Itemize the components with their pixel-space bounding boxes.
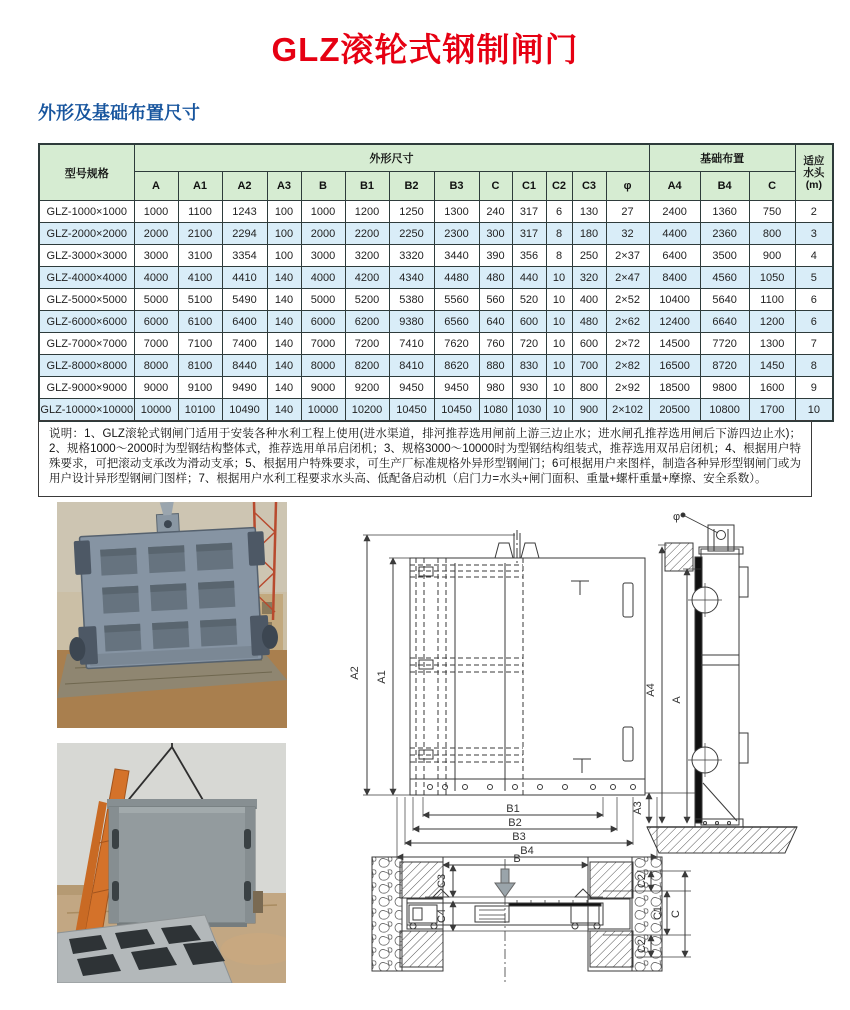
- table-row: [39, 289, 833, 311]
- value-cell: 317: [512, 201, 546, 223]
- value-cell: 317: [512, 223, 546, 245]
- model-cell: GLZ-7000×7000: [39, 333, 134, 355]
- value-cell: 8440: [222, 355, 267, 377]
- value-cell: 6: [546, 201, 572, 223]
- value-cell: 5380: [389, 289, 434, 311]
- column-header: C3: [572, 172, 606, 201]
- drawing-side-view: [645, 513, 797, 853]
- value-cell: 8400: [649, 267, 700, 289]
- dim-label-b4: B4: [520, 845, 534, 857]
- value-cell: 9000: [134, 377, 178, 399]
- value-cell: 3000: [301, 245, 345, 267]
- value-cell: 300: [479, 223, 512, 245]
- value-cell: 250: [572, 245, 606, 267]
- value-cell: 14500: [649, 333, 700, 355]
- model-cell: GLZ-4000×4000: [39, 267, 134, 289]
- column-header: A1: [178, 172, 222, 201]
- table-row: [39, 201, 833, 223]
- value-cell: 480: [572, 311, 606, 333]
- value-cell: 10000: [301, 399, 345, 422]
- value-cell: 800: [572, 377, 606, 399]
- value-cell: 20500: [649, 399, 700, 422]
- value-cell: 10000: [134, 399, 178, 422]
- value-cell: 9: [795, 377, 833, 399]
- value-cell: 1250: [389, 201, 434, 223]
- value-cell: 10: [546, 311, 572, 333]
- value-cell: 6560: [434, 311, 479, 333]
- value-cell: 8100: [178, 355, 222, 377]
- value-cell: 1200: [749, 311, 795, 333]
- value-cell: 5100: [178, 289, 222, 311]
- table-row: [39, 333, 833, 355]
- value-cell: 10200: [345, 399, 389, 422]
- value-cell: 7000: [134, 333, 178, 355]
- value-cell: 10450: [434, 399, 479, 422]
- value-cell: 8: [546, 223, 572, 245]
- dim-label-b2: B2: [508, 817, 522, 829]
- value-cell: 2100: [178, 223, 222, 245]
- value-cell: 1000: [301, 201, 345, 223]
- dim-label-c4: C4: [436, 908, 448, 924]
- value-cell: 600: [512, 311, 546, 333]
- value-cell: 8: [795, 355, 833, 377]
- value-cell: 5000: [301, 289, 345, 311]
- value-cell: 3200: [345, 245, 389, 267]
- value-cell: 390: [479, 245, 512, 267]
- value-cell: 2: [795, 201, 833, 223]
- head-line3: (m): [805, 178, 823, 191]
- model-cell: GLZ-3000×3000: [39, 245, 134, 267]
- value-cell: 6100: [178, 311, 222, 333]
- photo-gate-frame-lifting: [57, 502, 287, 728]
- value-cell: 7620: [434, 333, 479, 355]
- value-cell: 10450: [389, 399, 434, 422]
- model-cell: GLZ-8000×8000: [39, 355, 134, 377]
- dim-label-phi: φ: [673, 511, 681, 523]
- dim-label-b: B: [513, 853, 521, 865]
- value-cell: 140: [267, 267, 301, 289]
- value-cell: 2000: [301, 223, 345, 245]
- value-cell: 1450: [749, 355, 795, 377]
- value-cell: 1300: [434, 201, 479, 223]
- value-cell: 400: [572, 289, 606, 311]
- column-header: C1: [512, 172, 546, 201]
- value-cell: 1243: [222, 201, 267, 223]
- value-cell: 100: [267, 223, 301, 245]
- value-cell: 10490: [222, 399, 267, 422]
- value-cell: 900: [749, 245, 795, 267]
- value-cell: 12400: [649, 311, 700, 333]
- dim-label-b1: B1: [506, 803, 520, 815]
- value-cell: 3100: [178, 245, 222, 267]
- table-row: [39, 311, 833, 333]
- column-header: B: [301, 172, 345, 201]
- value-cell: 6200: [345, 311, 389, 333]
- value-cell: 9800: [700, 377, 749, 399]
- value-cell: 4410: [222, 267, 267, 289]
- value-cell: 6400: [649, 245, 700, 267]
- value-cell: 100: [267, 245, 301, 267]
- value-cell: 1360: [700, 201, 749, 223]
- value-cell: 480: [479, 267, 512, 289]
- value-cell: 6000: [134, 311, 178, 333]
- value-cell: 27: [606, 201, 649, 223]
- value-cell: 3000: [134, 245, 178, 267]
- value-cell: 9100: [178, 377, 222, 399]
- value-cell: 1600: [749, 377, 795, 399]
- value-cell: 10: [546, 399, 572, 422]
- value-cell: 560: [479, 289, 512, 311]
- value-cell: 8410: [389, 355, 434, 377]
- value-cell: 4400: [649, 223, 700, 245]
- value-cell: 7100: [178, 333, 222, 355]
- table-row: [39, 267, 833, 289]
- column-header: φ: [606, 172, 649, 201]
- value-cell: 9450: [389, 377, 434, 399]
- spec-table: [38, 143, 834, 422]
- value-cell: 4000: [134, 267, 178, 289]
- value-cell: 9000: [301, 377, 345, 399]
- value-cell: 5560: [434, 289, 479, 311]
- value-cell: 6: [795, 311, 833, 333]
- dim-label-c: C: [670, 910, 682, 918]
- value-cell: 5000: [134, 289, 178, 311]
- value-cell: 3320: [389, 245, 434, 267]
- value-cell: 5: [795, 267, 833, 289]
- column-group-foundation: 基础布置: [649, 144, 795, 172]
- value-cell: 2294: [222, 223, 267, 245]
- value-cell: 930: [512, 377, 546, 399]
- model-cell: GLZ-1000×1000: [39, 201, 134, 223]
- dim-label-b3: B3: [512, 831, 526, 843]
- value-cell: 9200: [345, 377, 389, 399]
- value-cell: 100: [267, 201, 301, 223]
- value-cell: 3500: [700, 245, 749, 267]
- model-cell: GLZ-10000×10000: [39, 399, 134, 422]
- value-cell: 2×92: [606, 377, 649, 399]
- value-cell: 4560: [700, 267, 749, 289]
- value-cell: 7200: [345, 333, 389, 355]
- value-cell: 240: [479, 201, 512, 223]
- value-cell: 10: [546, 289, 572, 311]
- value-cell: 8620: [434, 355, 479, 377]
- value-cell: 2000: [134, 223, 178, 245]
- value-cell: 2400: [649, 201, 700, 223]
- value-cell: 8200: [345, 355, 389, 377]
- column-header: A3: [267, 172, 301, 201]
- value-cell: 4480: [434, 267, 479, 289]
- value-cell: 4200: [345, 267, 389, 289]
- column-group-outer-dims: 外形尺寸: [134, 144, 649, 172]
- value-cell: 2×47: [606, 267, 649, 289]
- column-header: B3: [434, 172, 479, 201]
- value-cell: 980: [479, 377, 512, 399]
- value-cell: 2200: [345, 223, 389, 245]
- table-body: [39, 201, 833, 422]
- dim-label-a2: A2: [349, 666, 361, 680]
- value-cell: 830: [512, 355, 546, 377]
- value-cell: 2300: [434, 223, 479, 245]
- value-cell: 7000: [301, 333, 345, 355]
- value-cell: 6400: [222, 311, 267, 333]
- model-cell: GLZ-9000×9000: [39, 377, 134, 399]
- value-cell: 6: [795, 289, 833, 311]
- value-cell: 2×52: [606, 289, 649, 311]
- value-cell: 720: [512, 333, 546, 355]
- note-text: 说明：1、GLZ滚轮式钢闸门适用于安装各种水利工程上使用(进水渠道，排河推荐选用闸前上游三边止水；进水闸孔推荐选用闸后下游四边止水)；2、规格1000～2000时为型钢结构整体式，推荐选用单吊启闭机；3、规格3000～10000时为型钢结构组装式，推荐选用双吊启闭机；4、根据用户特殊要求，可把滚动支承改为滑动支承；5、根据用户特殊要求，可生产厂标准规格外异形型钢闸门；6可根据用户来图样，制造各种异形型钢闸门或为用户设计异形型钢闸门图样；7、根据用户水利工程要求水头高、低配备启动机（启门力=水头+闸门面积、重量+螺杆重量+摩擦、安全系数）。: [49, 428, 801, 485]
- value-cell: 18500: [649, 377, 700, 399]
- value-cell: 320: [572, 267, 606, 289]
- value-cell: 600: [572, 333, 606, 355]
- value-cell: 8: [546, 245, 572, 267]
- value-cell: 140: [267, 311, 301, 333]
- note-box: [38, 420, 812, 497]
- value-cell: 7410: [389, 333, 434, 355]
- value-cell: 10: [546, 333, 572, 355]
- column-header: A: [134, 172, 178, 201]
- column-header: C2: [546, 172, 572, 201]
- value-cell: 4340: [389, 267, 434, 289]
- value-cell: 10400: [649, 289, 700, 311]
- value-cell: 1000: [134, 201, 178, 223]
- value-cell: 2×62: [606, 311, 649, 333]
- table-row: [39, 377, 833, 399]
- dim-label-c3: C3: [436, 873, 448, 889]
- value-cell: 140: [267, 377, 301, 399]
- dimension-header-row: [39, 172, 833, 201]
- section-heading: 外形及基础布置尺寸: [38, 103, 200, 123]
- head-line1: 适应: [803, 154, 825, 167]
- photo-gate-panel-lifting: [57, 743, 286, 983]
- value-cell: 440: [512, 267, 546, 289]
- head-line2: 水头: [803, 166, 825, 179]
- value-cell: 9450: [434, 377, 479, 399]
- value-cell: 7400: [222, 333, 267, 355]
- column-header: B1: [345, 172, 389, 201]
- model-cell: GLZ-5000×5000: [39, 289, 134, 311]
- gate-panel: [107, 799, 257, 927]
- page-title: GLZ滚轮式钢制闸门: [271, 31, 579, 68]
- table-row: [39, 223, 833, 245]
- column-header: C: [479, 172, 512, 201]
- value-cell: 10: [546, 267, 572, 289]
- value-cell: 140: [267, 355, 301, 377]
- column-header-head: [795, 144, 833, 201]
- value-cell: 900: [572, 399, 606, 422]
- value-cell: 140: [267, 399, 301, 422]
- value-cell: 3: [795, 223, 833, 245]
- value-cell: 5490: [222, 289, 267, 311]
- value-cell: 1100: [178, 201, 222, 223]
- value-cell: 16500: [649, 355, 700, 377]
- column-header: A4: [649, 172, 700, 201]
- value-cell: 9380: [389, 311, 434, 333]
- value-cell: 140: [267, 333, 301, 355]
- value-cell: 700: [572, 355, 606, 377]
- value-cell: 180: [572, 223, 606, 245]
- value-cell: 8000: [301, 355, 345, 377]
- value-cell: 10: [546, 377, 572, 399]
- value-cell: 520: [512, 289, 546, 311]
- table-head: [39, 144, 833, 201]
- value-cell: 750: [749, 201, 795, 223]
- dim-label-a: A: [671, 696, 683, 704]
- value-cell: 2×37: [606, 245, 649, 267]
- value-cell: 7720: [700, 333, 749, 355]
- column-header: A2: [222, 172, 267, 201]
- column-header: B4: [700, 172, 749, 201]
- value-cell: 5640: [700, 289, 749, 311]
- table-row: [39, 399, 833, 422]
- value-cell: 1080: [479, 399, 512, 422]
- dim-label-c2-bottom: C2: [636, 938, 648, 954]
- value-cell: 130: [572, 201, 606, 223]
- value-cell: 2×72: [606, 333, 649, 355]
- value-cell: 7: [795, 333, 833, 355]
- model-cell: GLZ-6000×6000: [39, 311, 134, 333]
- value-cell: 356: [512, 245, 546, 267]
- value-cell: 800: [749, 223, 795, 245]
- value-cell: 10: [546, 355, 572, 377]
- dim-label-a1: A1: [376, 670, 388, 684]
- value-cell: 10: [795, 399, 833, 422]
- value-cell: 4100: [178, 267, 222, 289]
- column-header: C: [749, 172, 795, 201]
- value-cell: 760: [479, 333, 512, 355]
- value-cell: 2×82: [606, 355, 649, 377]
- value-cell: 1100: [749, 289, 795, 311]
- value-cell: 6000: [301, 311, 345, 333]
- dim-label-a3: A3: [632, 801, 644, 815]
- value-cell: 1300: [749, 333, 795, 355]
- value-cell: 4000: [301, 267, 345, 289]
- value-cell: 2×102: [606, 399, 649, 422]
- value-cell: 10800: [700, 399, 749, 422]
- value-cell: 2360: [700, 223, 749, 245]
- table-row: [39, 245, 833, 267]
- column-header: B2: [389, 172, 434, 201]
- value-cell: 1030: [512, 399, 546, 422]
- value-cell: 1700: [749, 399, 795, 422]
- value-cell: 8000: [134, 355, 178, 377]
- value-cell: 32: [606, 223, 649, 245]
- value-cell: 2250: [389, 223, 434, 245]
- value-cell: 640: [479, 311, 512, 333]
- value-cell: 140: [267, 289, 301, 311]
- value-cell: 5200: [345, 289, 389, 311]
- value-cell: 3354: [222, 245, 267, 267]
- value-cell: 8720: [700, 355, 749, 377]
- value-cell: 1200: [345, 201, 389, 223]
- model-cell: GLZ-2000×2000: [39, 223, 134, 245]
- dim-label-c1: C1: [652, 905, 664, 921]
- value-cell: 6640: [700, 311, 749, 333]
- value-cell: 1050: [749, 267, 795, 289]
- value-cell: 4: [795, 245, 833, 267]
- dim-label-c2-top: C2: [636, 873, 648, 889]
- technical-drawings: [345, 505, 850, 1010]
- table-row: [39, 355, 833, 377]
- column-header-model: 型号规格: [39, 144, 134, 201]
- value-cell: 880: [479, 355, 512, 377]
- value-cell: 10100: [178, 399, 222, 422]
- value-cell: 3440: [434, 245, 479, 267]
- dim-label-a4: A4: [645, 683, 657, 697]
- value-cell: 9490: [222, 377, 267, 399]
